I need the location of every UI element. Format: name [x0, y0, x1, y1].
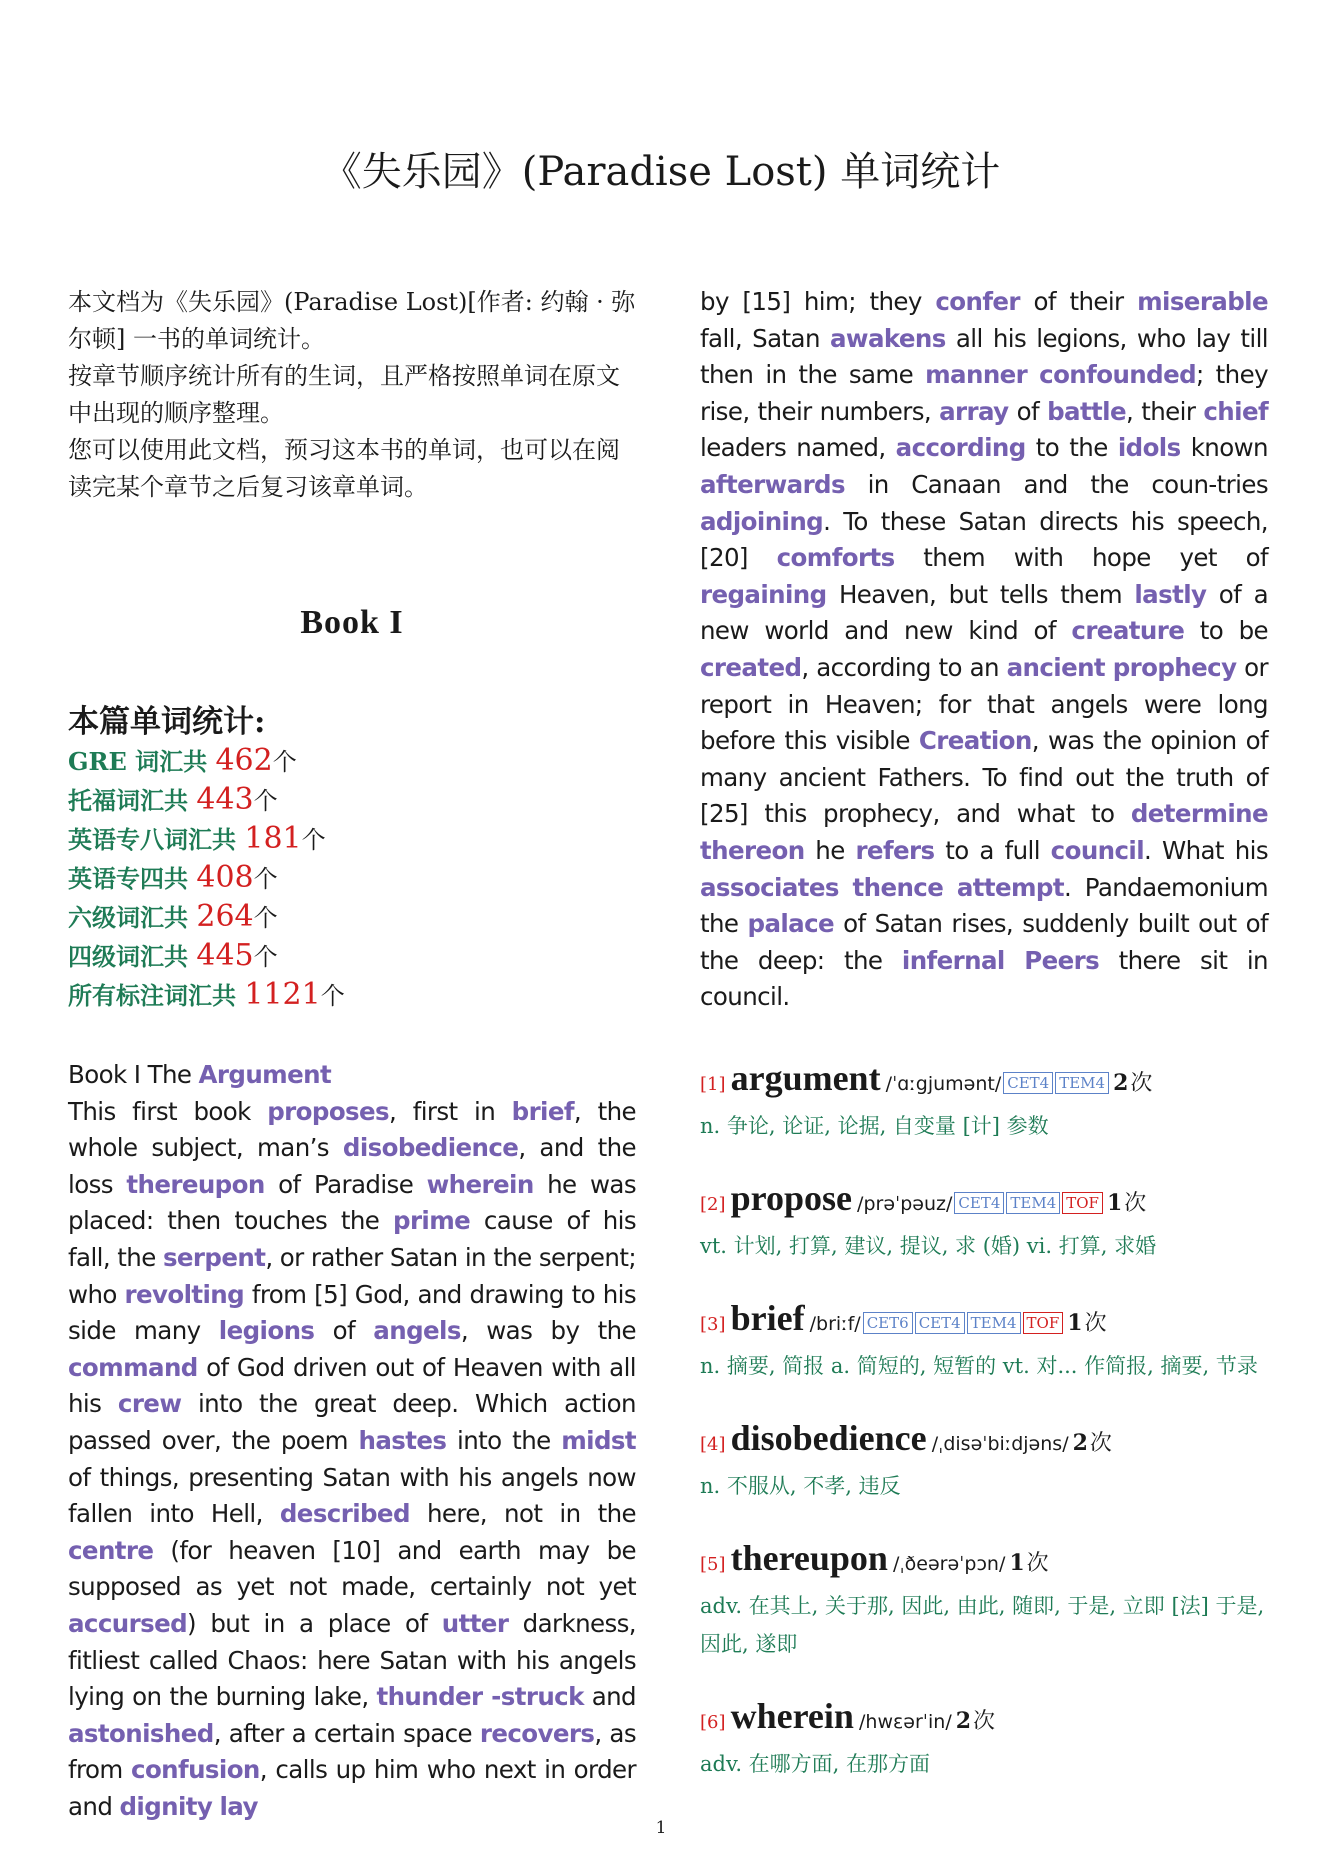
- entry-phonetic: /hwεərˈin/: [859, 1710, 952, 1733]
- vocab-word[interactable]: array: [939, 396, 1009, 426]
- page-title: 《失乐园》(Paradise Lost) 单词统计: [321, 149, 1001, 195]
- entry-index: [5]: [700, 1553, 726, 1575]
- left-column: [68, 284, 636, 1825]
- entry-index: [3]: [700, 1313, 726, 1335]
- vocab-word[interactable]: crew: [117, 1389, 182, 1419]
- stats-count: 408: [196, 860, 254, 895]
- entry-definition: vt. 计划, 打算, 建议, 提议, 求 (婚) vi. 打算, 求婚: [700, 1233, 1157, 1258]
- vocab-word[interactable]: prime: [393, 1206, 471, 1236]
- entry-phonetic: /ˌdisəˈbiːdjəns/: [931, 1432, 1069, 1455]
- vocab-word[interactable]: thence: [852, 872, 944, 902]
- argument-text-left: Book I The Argument This first book proposes, first in brief, the whole subject, man’s disobedience, and the loss thereupon of Paradise wherein he was placed: then touches the prime cause of his fall, the serpent, or rather Satan in the serpent; who revolting from [5] God, and drawing to his side many legions of angels, was by the command of God driven out of Heaven with all his crew into the great deep. Which action passed over, the poem hastes into the midst of things, presenting Satan with his angels now fallen into Hell, described here, not in the centre (for heaven [10] and earth may be supposed as yet not made, certainly not yet accursed) but in a place of utter darkness, fitliest called Chaos: here Satan with his angels lying on the burning lake, thunder -struck and astonished, after a certain space recovers, as from confusion, calls up him who next in order and dignity lay: [68, 1060, 637, 1821]
- stats-line: [68, 859, 636, 898]
- vocab-word[interactable]: created: [700, 652, 802, 682]
- level-tag: CET6: [863, 1312, 913, 1334]
- entry-headword: argument: [730, 1057, 881, 1098]
- stats-unit: 个: [320, 982, 345, 1010]
- entry-index: [2]: [700, 1193, 726, 1215]
- vocab-entry: [700, 1176, 1268, 1265]
- book-heading: Book I: [300, 604, 404, 641]
- level-tag: TEM4: [1055, 1072, 1109, 1094]
- entry-count: 1: [1106, 1189, 1123, 1216]
- entry-count: 2: [1113, 1069, 1129, 1096]
- vocab-word[interactable]: Argument: [198, 1060, 332, 1089]
- vocab-entry: [700, 1536, 1268, 1663]
- vocab-entry: [700, 1296, 1268, 1385]
- vocab-word[interactable]: utter: [441, 1608, 509, 1638]
- vocab-word[interactable]: thereon: [700, 835, 805, 865]
- stats-line: [68, 742, 636, 781]
- entry-phonetic: /ˈɑːgjumənt/: [885, 1072, 1002, 1095]
- vocab-word[interactable]: regaining: [700, 579, 827, 609]
- level-tag: CET4: [1003, 1072, 1053, 1094]
- vocab-word[interactable]: dignity: [119, 1791, 213, 1821]
- vocab-word[interactable]: wherein: [426, 1169, 534, 1199]
- vocab-word[interactable]: angels: [373, 1316, 461, 1346]
- vocab-word[interactable]: brief: [511, 1096, 574, 1126]
- vocab-list: [700, 1056, 1268, 1783]
- stats-count: 443: [196, 782, 254, 817]
- stats-heading: 本篇单词统计:: [68, 704, 266, 740]
- vocab-word[interactable]: Peers: [1024, 945, 1100, 975]
- vocab-word[interactable]: according: [895, 433, 1026, 463]
- vocab-word[interactable]: lay: [219, 1791, 258, 1821]
- stats-list: [68, 742, 636, 1015]
- entry-count-unit: 次: [973, 1708, 996, 1734]
- entry-headword: brief: [730, 1297, 805, 1338]
- stats-unit: 个: [253, 943, 278, 971]
- stats-unit: 个: [301, 826, 326, 854]
- stats-count: 181: [244, 821, 302, 856]
- level-tag: TOF: [1062, 1192, 1103, 1214]
- vocab-word[interactable]: serpent: [162, 1242, 266, 1272]
- entry-count: 2: [1072, 1429, 1088, 1456]
- entry-definition: n. 争论, 论证, 论据, 自变量 [计] 参数: [700, 1113, 1049, 1138]
- vocab-word[interactable]: disobedience: [342, 1133, 519, 1163]
- intro-paragraph: [68, 284, 636, 506]
- stats-line: [68, 976, 636, 1015]
- argument-text-right: by [15] him; they confer of their miserable fall, Satan awakens all his legions, who lay till then in the same manner confounded; they rise, their numbers, array of battle, their chief leaders named, according to the idols known afterwards in Canaan and the coun-tries adjoining. To these Satan directs his speech, [20] comforts them with hope yet of regaining Heaven, but tells them lastly of a new world and new kind of creature to be created, according to an ancient prophecy or report in Heaven; for that angels were long before this visible Creation, was the opinion of many ancient Fathers. To find out the truth of [25] this prophecy, and what to determine thereon he refers to a full council. What his associates thence attempt. Pandaemonium the palace of Satan rises, suddenly built out of the deep: the infernal Peers there sit in council.: [700, 287, 1269, 1012]
- entry-headword: thereupon: [730, 1537, 888, 1578]
- vocab-word[interactable]: lastly: [1134, 579, 1207, 609]
- stats-line: [68, 781, 636, 820]
- entry-count-unit: 次: [1130, 1070, 1153, 1096]
- vocab-entry: [700, 1694, 1268, 1783]
- vocab-word[interactable]: chief: [1203, 396, 1269, 426]
- vocab-word[interactable]: recovers: [479, 1718, 595, 1748]
- vocab-word[interactable]: centre: [68, 1535, 154, 1565]
- stats-line: [68, 820, 636, 859]
- intro-line: 本文档为《失乐园》(Paradise Lost)[作者: 约翰 · 弥尔顿] 一书的单词统计。: [68, 288, 636, 353]
- intro-line: 您可以使用此文档，预习这本书的单词，也可以在阅读完某个章节之后复习该章单词。: [68, 436, 620, 501]
- vocab-word[interactable]: legions: [218, 1316, 315, 1346]
- entry-count-unit: 次: [1026, 1550, 1049, 1576]
- level-tag: TEM4: [967, 1312, 1021, 1334]
- vocab-word[interactable]: confusion: [131, 1755, 260, 1785]
- right-column: [700, 284, 1268, 1814]
- entry-index: [1]: [700, 1073, 726, 1095]
- vocab-word[interactable]: thunder -struck: [376, 1682, 584, 1712]
- vocab-word[interactable]: attempt: [956, 872, 1064, 902]
- vocab-word[interactable]: miserable: [1137, 287, 1268, 316]
- vocab-word[interactable]: Creation: [918, 726, 1032, 756]
- vocab-word[interactable]: midst: [561, 1425, 636, 1455]
- stats-label: 英语专八词汇共: [68, 825, 236, 854]
- entry-index: [4]: [700, 1433, 726, 1455]
- stats-unit: 个: [253, 787, 278, 815]
- entry-count-unit: 次: [1089, 1430, 1112, 1456]
- vocab-word[interactable]: council: [1050, 835, 1145, 865]
- vocab-word[interactable]: ancient: [1006, 652, 1106, 682]
- stats-unit: 个: [253, 865, 278, 893]
- entry-definition: adv. 在哪方面, 在那方面: [700, 1751, 931, 1776]
- stats-line: [68, 937, 636, 976]
- vocab-word[interactable]: refers: [855, 835, 935, 865]
- stats-label: 所有标注词汇共: [68, 981, 236, 1010]
- stats-line: [68, 898, 636, 937]
- vocab-word[interactable]: palace: [747, 909, 835, 939]
- vocab-word[interactable]: comforts: [776, 543, 895, 573]
- page-number: 1: [655, 1818, 667, 1838]
- stats-unit: 个: [272, 748, 297, 776]
- stats-label: 托福词汇共: [68, 786, 188, 815]
- entry-headword: wherein: [730, 1695, 854, 1736]
- vocab-word[interactable]: infernal: [901, 945, 1005, 975]
- entry-count: 1: [1067, 1309, 1083, 1336]
- level-tag: TEM4: [1006, 1192, 1060, 1214]
- intro-line: 按章节顺序统计所有的生词，且严格按照单词在原文中出现的顺序整理。: [68, 362, 620, 427]
- entry-count-unit: 次: [1124, 1190, 1147, 1216]
- stats-count: 1121: [244, 977, 321, 1012]
- vocab-word[interactable]: awakens: [829, 323, 946, 353]
- entry-definition: adv. 在其上, 关于那, 因此, 由此, 随即, 于是, 立即 [法] 于是, 因此, 遂即: [700, 1593, 1265, 1656]
- vocab-word[interactable]: determine: [1130, 799, 1268, 829]
- vocab-word[interactable]: proposes: [267, 1096, 390, 1126]
- stats-label: 英语专四共: [68, 864, 188, 893]
- vocab-entry: [700, 1056, 1268, 1145]
- vocab-word[interactable]: astonished: [68, 1718, 214, 1748]
- vocab-word[interactable]: manner: [925, 360, 1028, 390]
- vocab-word[interactable]: thereupon: [126, 1169, 265, 1199]
- vocab-word[interactable]: adjoining: [700, 506, 824, 536]
- level-tag: TOF: [1023, 1312, 1064, 1334]
- vocab-word[interactable]: revolting: [124, 1279, 245, 1309]
- entry-definition: n. 不服从, 不孝, 违反: [700, 1473, 901, 1498]
- entry-count-unit: 次: [1084, 1310, 1107, 1336]
- entry-headword: disobedience: [730, 1417, 927, 1458]
- stats-count: 462: [215, 743, 273, 778]
- vocab-word[interactable]: creature: [1071, 616, 1185, 646]
- vocab-entry: [700, 1416, 1268, 1505]
- vocab-word[interactable]: confer: [935, 287, 1020, 316]
- stats-unit: 个: [253, 904, 278, 932]
- vocab-word[interactable]: prophecy: [1112, 652, 1237, 682]
- stats-count: 264: [196, 899, 254, 934]
- vocab-word[interactable]: confounded: [1039, 360, 1197, 390]
- stats-label: 六级词汇共: [68, 903, 188, 932]
- entry-headword: propose: [730, 1177, 852, 1218]
- vocab-word[interactable]: accursed: [68, 1608, 188, 1638]
- stats-count: 445: [196, 938, 254, 973]
- vocab-word[interactable]: hastes: [358, 1425, 447, 1455]
- entry-phonetic: /briːf/: [809, 1312, 861, 1335]
- stats-label: 四级词汇共: [68, 942, 188, 971]
- vocab-word[interactable]: battle: [1047, 396, 1126, 426]
- entry-count: 1: [1009, 1549, 1025, 1576]
- vocab-word[interactable]: idols: [1117, 433, 1181, 463]
- entry-count: 2: [955, 1707, 972, 1734]
- level-tag: CET4: [915, 1312, 965, 1334]
- stats-label: GRE 词汇共: [68, 747, 208, 776]
- entry-phonetic: /ˌðeərəˈpɔn/: [893, 1552, 1006, 1575]
- entry-definition: n. 摘要, 简报 a. 简短的, 短暂的 vt. 对... 作简报, 摘要, 节录: [700, 1353, 1258, 1378]
- entry-index: [6]: [700, 1711, 726, 1733]
- vocab-word[interactable]: command: [68, 1352, 198, 1382]
- vocab-word[interactable]: afterwards: [700, 469, 845, 499]
- entry-phonetic: /prəˈpəuz/: [857, 1192, 953, 1215]
- level-tag: CET4: [954, 1192, 1004, 1214]
- vocab-word[interactable]: described: [279, 1499, 410, 1529]
- vocab-word[interactable]: associates: [700, 872, 839, 902]
